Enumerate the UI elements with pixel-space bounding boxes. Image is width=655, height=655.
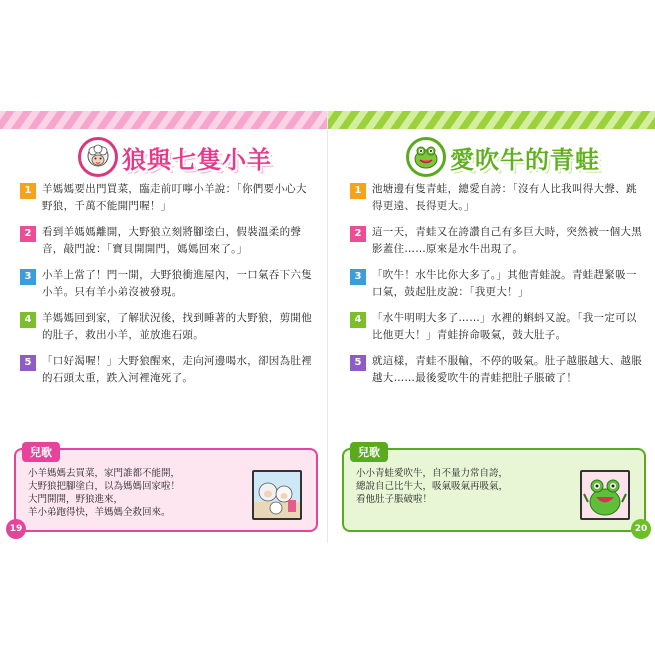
paragraph-text: 小羊上當了！門一開，大野狼衝進屋內，一口氣吞下六隻小羊。只有羊小弟沒被發現。 [42, 269, 312, 298]
story-paragraph [20, 267, 316, 301]
frog-icon [406, 137, 446, 177]
nursery-rhyme-box [342, 448, 646, 532]
page-number: 20 [631, 519, 651, 539]
left-title-block [78, 137, 272, 177]
right-story-title: 愛吹牛的青蛙 [450, 145, 600, 174]
rhyme-tag: 兒歌 [350, 442, 388, 462]
paragraph-number-badge: 5 [350, 355, 366, 371]
paragraph-text: 羊媽媽回到家，了解狀況後，找到睡著的大野狼，剪開他的肚子，救出小羊，並放進石頭。 [42, 312, 312, 341]
paragraph-number-badge: 5 [20, 355, 36, 371]
paragraph-number-badge: 4 [350, 312, 366, 328]
pink-stripe-header [0, 111, 327, 129]
paragraph-number-badge: 2 [20, 226, 36, 242]
rhyme-text [28, 467, 233, 519]
paragraph-text: 「吹牛！水牛比你大多了。」其他青蛙說。青蛙趕緊吸一口氣，鼓起肚皮說：「我更大！」 [372, 269, 637, 298]
paragraph-text: 池塘邊有隻青蛙，總愛自誇：「沒有人比我叫得大聲、跳得更遠、長得更大。」 [372, 183, 637, 212]
paragraph-text: 羊媽媽要出門買菜，臨走前叮嚀小羊說：「你們要小心大野狼，千萬不能開門喔！」 [42, 183, 307, 212]
rhyme-line: 看他肚子脹破啦！ [356, 494, 433, 505]
paragraph-number-badge: 3 [350, 269, 366, 285]
left-page [0, 111, 327, 543]
green-stripe-header [328, 111, 655, 129]
page-number: 19 [6, 519, 26, 539]
story-paragraph [350, 224, 646, 258]
right-paragraphs [350, 181, 646, 396]
paragraph-number-badge: 2 [350, 226, 366, 242]
sheep-family-illustration [252, 470, 302, 520]
paragraph-number-badge: 1 [350, 183, 366, 199]
left-paragraphs [20, 181, 316, 396]
paragraph-number-badge: 1 [20, 183, 36, 199]
story-paragraph [350, 181, 646, 215]
right-page [328, 111, 655, 543]
rhyme-line: 大野狼把腳塗白，以為媽媽回家啦！ [28, 481, 181, 492]
rhyme-line: 大門開開，野狼進來， [28, 494, 124, 505]
rhyme-line: 總說自己比牛大，吸氣吸氣再吸氣， [356, 481, 509, 492]
story-paragraph [350, 353, 646, 387]
paragraph-text: 「口好渴喔！」大野狼醒來，走向河邊喝水，卻因為肚裡的石頭太重，跌入河裡淹死了。 [42, 355, 312, 384]
rhyme-line: 小小青蛙愛吹牛，自不量力常自誇， [356, 468, 509, 479]
paragraph-text: 「水牛明明大多了……」水裡的蝌蚪又說。「我一定可以比他更大！」青蛙拚命吸氣，鼓大肚子。 [372, 312, 637, 341]
paragraph-number-badge: 3 [20, 269, 36, 285]
story-paragraph [20, 353, 316, 387]
rhyme-line: 羊小弟跑得快，羊媽媽全救回來。 [28, 507, 171, 518]
story-paragraph [20, 310, 316, 344]
nursery-rhyme-box [14, 448, 318, 532]
rhyme-line: 小羊媽媽去買菜，家門誰都不能開， [28, 468, 181, 479]
paragraph-text: 就這樣，青蛙不服輸，不停的吸氣。肚子越脹越大、越脹越大……最後愛吹牛的青蛙把肚子脹破了！ [372, 355, 642, 384]
rhyme-text [356, 467, 561, 506]
right-title-block [406, 137, 600, 177]
story-paragraph [20, 224, 316, 258]
story-paragraph [350, 310, 646, 344]
frog-illustration [580, 470, 630, 520]
paragraph-number-badge: 4 [20, 312, 36, 328]
sheep-icon [78, 137, 118, 177]
story-paragraph [20, 181, 316, 215]
story-paragraph [350, 267, 646, 301]
left-story-title: 狼與七隻小羊 [122, 145, 272, 174]
rhyme-tag: 兒歌 [22, 442, 60, 462]
paragraph-text: 這一天，青蛙又在誇讚自己有多巨大時，突然被一個大黑影蓋住……原來是水牛出現了。 [372, 226, 642, 255]
paragraph-text: 看到羊媽媽離開，大野狼立刻將腳塗白，假裝溫柔的聲音，敲門說：「寶貝開開門，媽媽回來了。」 [42, 226, 302, 255]
